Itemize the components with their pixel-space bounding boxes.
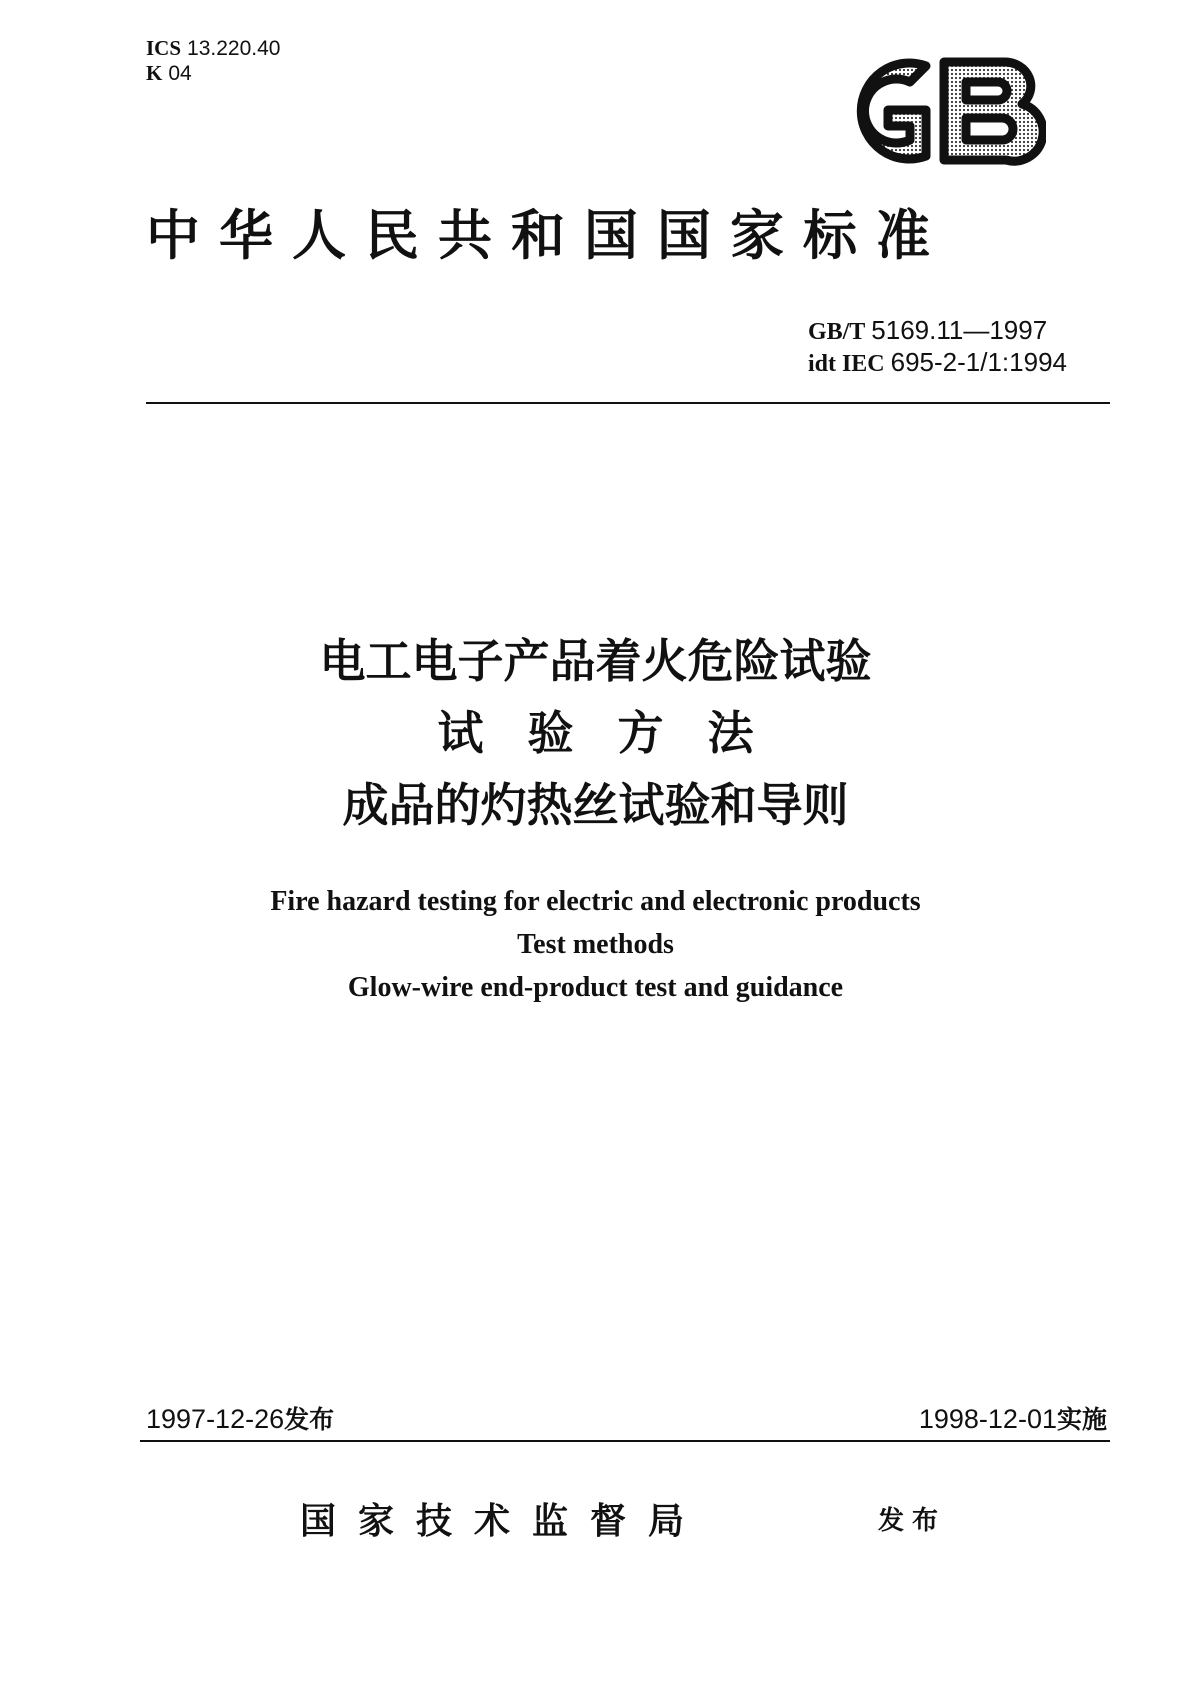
standard-number-label: GB/T [807,319,866,345]
issue-date: 1997-12-26 [146,1404,285,1434]
issue-date-word: 发布 [284,1405,335,1434]
english-title-line-2: Test methods [517,929,674,960]
idt-value: 695-2-1/1:1994 [890,347,1067,377]
standard-number-value: 5169.11—1997 [871,315,1048,345]
ics-label: ICS [146,36,182,60]
issue-date-block [146,1400,334,1436]
chinese-title-line-1: 电工电子产品着火危险试验 [319,634,872,688]
english-title-line-1: Fire hazard testing for electric and electronic products [270,886,921,917]
bottom-divider [140,1440,1110,1442]
ccs-value: 04 [168,62,192,85]
country-standard-title: 中华人民共和国国家标准 [146,203,949,267]
chinese-title-line-2: 试验方法 [437,706,798,760]
english-title [0,880,1191,1009]
chinese-title [0,625,1191,841]
english-title-line-3: Glow-wire end-product test and guidance [347,972,844,1003]
implement-date-word: 实施 [1056,1405,1107,1434]
logo-letter-g [861,63,926,159]
ics-value: 13.220.40 [187,37,281,60]
ccs-label: K [146,61,163,85]
gb-standard-logo [826,52,1046,170]
ics-code [146,36,280,61]
issuing-authority-word: 发布 [878,1506,947,1536]
ccs-code [146,61,280,86]
implement-date-block [919,1400,1107,1436]
idt-reference [808,347,1067,379]
issuing-authority: 国家技术监督局 [300,1500,707,1542]
chinese-title-line-3: 成品的灼热丝试验和导则 [342,778,849,832]
implement-date: 1998-12-01 [918,1404,1057,1434]
logo-letter-b [944,62,1043,161]
idt-label: idt IEC [807,351,885,377]
standard-number [808,315,1067,347]
classification-block [146,36,280,86]
top-divider [146,402,1110,404]
standard-number-block [808,315,1067,379]
